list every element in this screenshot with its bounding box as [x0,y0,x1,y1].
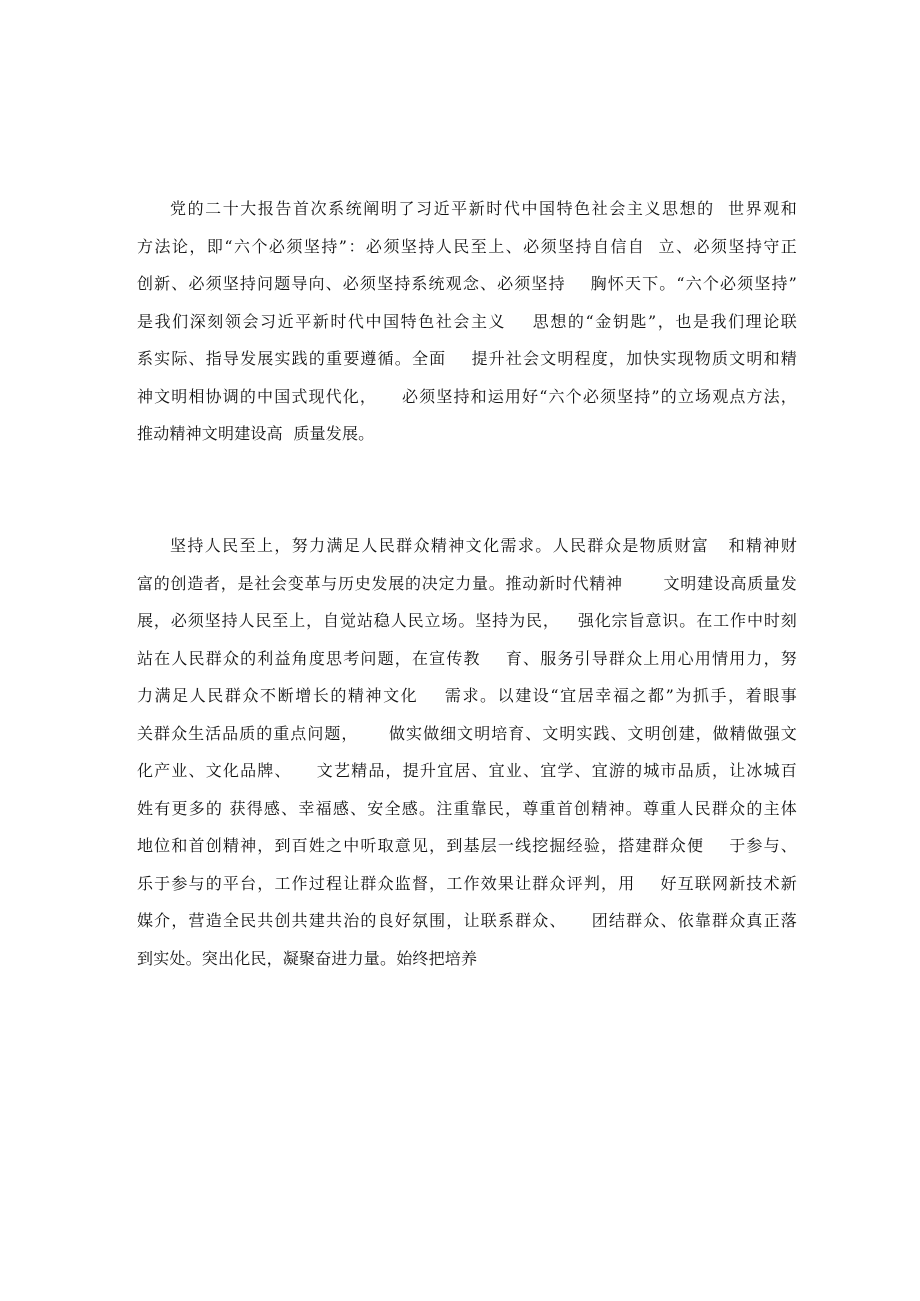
text-line: 推动精神文明建设高 质量发展。 [137,424,375,443]
paragraph-2 [137,527,797,977]
text-line: 展，必须坚持人民至上，自觉站稳人民立场。坚持为民， 强化宗旨意识。在工作中时刻 [137,611,797,630]
text-line: 姓有更多的 获得感、幸福感、安全感。注重靠民，尊重首创精神。尊重人民群众的主体 [137,798,797,818]
text-line: 关群众生活品质的重点问题， 做实做细文明培育、文明实践、文明创建，做精做强文 [137,723,797,743]
text-line: 坚持人民至上，努力满足人民群众精神文化需求。人民群众是物质财富 和精神财 [170,536,797,555]
text-line: 方法论，即“六个必须坚持”：必须坚持人民至上、必须坚持自信自 立、必须坚持守正 [137,236,797,256]
text-line: 到实处。突出化民，凝聚奋进力量。始终把培养 [137,948,478,968]
text-line: 地位和首创精神，到百姓之中听取意见，到基层一线挖掘经验，搭建群众便 于参与、 [137,836,797,855]
text-line: 是我们深刻领会习近平新时代中国特色社会主义 思想的“金钥匙”，也是我们理论联 [137,311,797,331]
text-line: 神文明相协调的中国式现代化， 必须坚持和运用好“六个必须坚持”的立场观点方法， [137,386,797,406]
text-line: 乐于参与的平台，工作过程让群众监督，工作效果让群众评判，用 好互联网新技术新 [137,873,797,893]
text-line: 创新、必须坚持问题导向、必须坚持系统观念、必须坚持 胸怀天下。“六个必须坚持” [137,274,797,293]
text-line: 系实际、指导发展实践的重要遵循。全面 提升社会文明程度，加快实现物质文明和精 [137,349,797,368]
text-line: 富的创造者，是社会变革与历史发展的决定力量。推动新时代精神 文明建设高质量发 [137,573,797,593]
text-line: 媒介，营造全民共创共建共治的良好氛围，让联系群众、 团结群众、依靠群众真正落 [137,911,797,930]
paragraph-1 [137,190,797,453]
text-line: 化产业、文化品牌、 文艺精品，提升宜居、宜业、宜学、宜游的城市品质，让冰城百 [137,761,797,780]
text-line: 站在人民群众的利益角度思考问题，在宣传教 育、服务引导群众上用心用情用力，努 [137,648,797,668]
text-line: 党的二十大报告首次系统阐明了习近平新时代中国特色社会主义思想的 世界观和 [170,199,797,218]
text-line: 力满足人民群众不断增长的精神文化 需求。以建设“宜居幸福之都”为抓手，着眼事 [137,686,797,705]
